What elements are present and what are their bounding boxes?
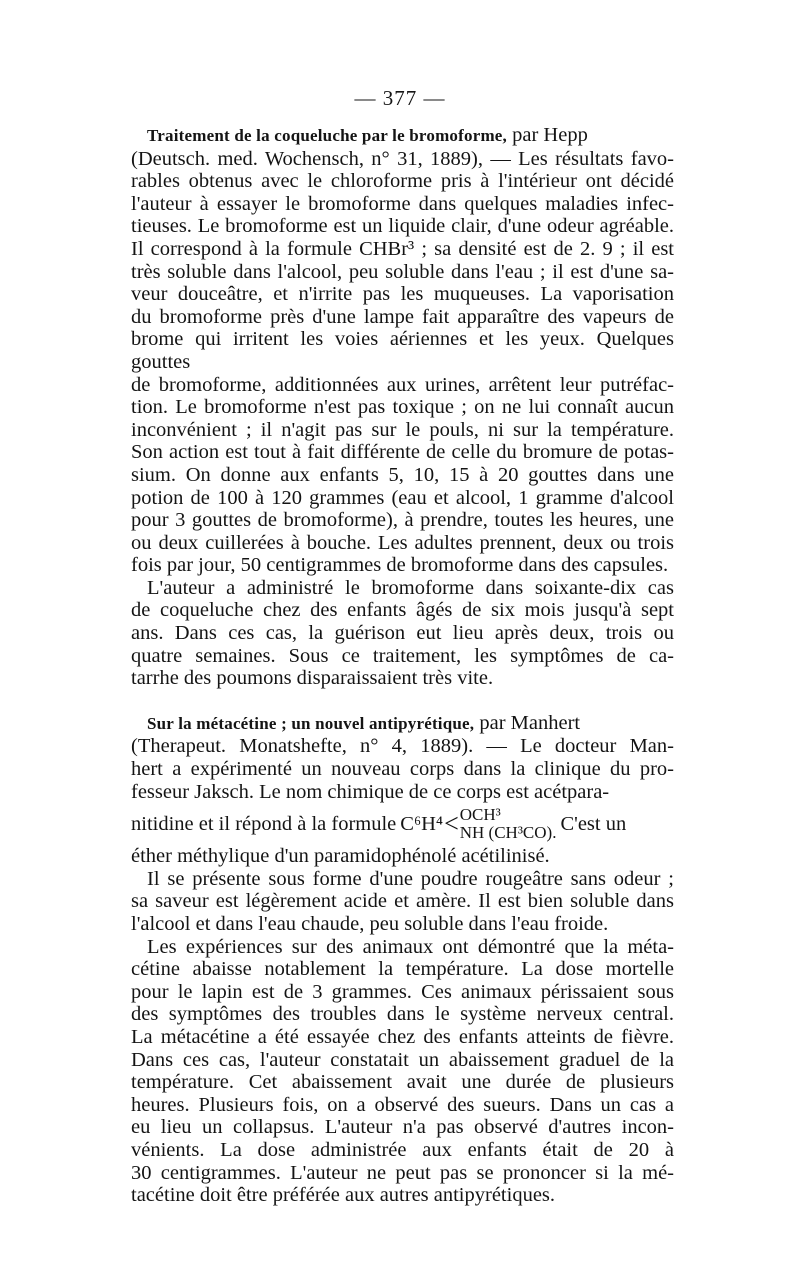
text-line: de coqueluche chez des enfants âgés de six mois jusqu'à sept xyxy=(131,599,674,622)
text-line: des symptômes des troubles dans le système nerveux central. xyxy=(131,1003,674,1026)
text-line: inconvénient ; il n'agit pas sur le pouls, ni sur la température. xyxy=(131,418,674,441)
text-line: Son action est tout à fait différente de celle du bromure de potas- xyxy=(131,441,674,464)
text-line: L'auteur a administré le bromoforme dans soixante-dix cas xyxy=(147,576,674,599)
text-line: brome qui irritent les voies aériennes et les yeux. Quelques gouttes xyxy=(131,328,674,373)
section2-paragraph-3 xyxy=(131,936,674,1207)
text-line: tieuses. Le bromoforme est un liquide clair, d'une odeur agréable. xyxy=(131,215,674,238)
formula-pre-text: nitidine et il répond à la formule xyxy=(131,812,397,835)
text-line: l'alcool et dans l'eau chaude, peu soluble dans l'eau froide. xyxy=(131,913,609,935)
text-line: veur douceâtre, et n'irrite pas les muqueuses. La vaporisation xyxy=(131,283,674,306)
section2-paragraph xyxy=(131,735,674,803)
text-line: de bromoforme, additionnées aux urines, arrêtent leur putréfac- xyxy=(131,373,674,396)
text-line: Il se présente sous forme d'une poudre rougeâtre sans odeur ; xyxy=(147,867,674,890)
section1-paragraph-2 xyxy=(131,577,674,690)
section1-heading-line xyxy=(131,124,674,148)
section-gap xyxy=(131,690,674,712)
text-line: La métacétine a été essayée chez des enfants atteints de fièvre. xyxy=(131,1025,674,1048)
text-line: température. Cet abaissement avait une durée de plusieurs xyxy=(131,1071,674,1094)
text-line: tacétine doit être préférée aux autres antipyrétiques. xyxy=(131,1184,556,1207)
section2-heading: Sur la métacétine ; un nouvel antipyrétique, xyxy=(147,713,475,733)
formula-branches xyxy=(460,806,557,842)
text-line: fois par jour, 50 centigrammes de bromoforme dans des capsules. xyxy=(131,554,669,577)
text-line: 30 centigrammes. L'auteur ne peut pas se prononcer si la mé- xyxy=(131,1161,674,1184)
text-line: tarrhe des poumons disparaissaient très vite. xyxy=(131,667,494,690)
formula-base: C⁶H⁴ xyxy=(400,812,444,835)
text-line: du bromoforme près d'une lampe fait apparaître des vapeurs de xyxy=(131,305,674,328)
text-line: quatre semaines. Sous ce traitement, les symptômes de ca- xyxy=(131,644,674,667)
body-text xyxy=(131,124,674,1207)
text-line: potion de 100 à 120 grammes (eau et alcool, 1 gramme d'alcool xyxy=(131,486,674,509)
text-line: Les expériences sur des animaux ont démontré que la méta- xyxy=(147,935,674,958)
formula-angle-bracket: < xyxy=(444,809,459,839)
text-line: pour 3 gouttes de bromoforme), à prendre, toutes les heures, une xyxy=(131,509,674,532)
section2-author: par Manhert xyxy=(474,711,581,734)
text-line: heures. Plusieurs fois, on a observé des sueurs. Dans un cas a xyxy=(131,1093,674,1116)
text-line: cétine abaisse notablement la température. La dose mortelle xyxy=(131,958,674,981)
section2-heading-line xyxy=(131,712,674,736)
text-line: (Deutsch. med. Wochensch, n° 31, 1889), — Les résultats favo- xyxy=(131,147,674,170)
text-line: pour le lapin est de 3 grammes. Ces animaux périssaient sous xyxy=(131,980,674,1003)
text-line: tion. Le bromoforme n'est pas toxique ; on ne lui connaît aucun xyxy=(131,396,674,419)
text-line: sium. On donne aux enfants 5, 10, 15 à 20 gouttes dans une xyxy=(131,463,674,486)
text-line: Dans ces cas, l'auteur constatait un abaissement graduel de la xyxy=(131,1048,674,1071)
text-line: l'auteur à essayer le bromoforme dans quelques maladies infec- xyxy=(131,192,674,215)
formula-bottom: NH (CH³CO). xyxy=(459,823,557,843)
section2-paragraph-cont xyxy=(131,845,674,868)
section2-paragraph-2 xyxy=(131,868,674,936)
text-line: ans. Dans ces cas, la guérison eut lieu après deux, trois ou xyxy=(131,622,674,645)
text-line: ou deux cuillerées à bouche. Les adultes prennent, deux ou trois xyxy=(131,531,674,554)
text-line: vénients. La dose administrée aux enfants était de 20 à xyxy=(131,1138,674,1161)
text-line: très soluble dans l'alcool, peu soluble dans l'eau ; il est d'une sa- xyxy=(131,260,674,283)
text-line: éther méthylique d'un paramidophénolé acétilinisé. xyxy=(131,845,550,868)
text-line: (Therapeut. Monatshefte, n° 4, 1889). — Le docteur Man- xyxy=(131,735,674,758)
formula-top: OCH³ xyxy=(459,805,501,825)
text-line: eu lieu un collapsus. L'auteur n'a pas observé d'autres incon- xyxy=(131,1116,674,1139)
formula-line xyxy=(131,803,674,845)
text-line: Il correspond à la formule CHBr³ ; sa densité est de 2. 9 ; il est xyxy=(131,237,674,260)
section1-heading: Traitement de la coqueluche par le bromoforme, xyxy=(147,126,507,145)
section1-paragraph xyxy=(131,148,674,577)
text-line: fesseur Jaksch. Le nom chimique de ce corps est acétpara- xyxy=(131,780,610,803)
formula-post-text: C'est un xyxy=(560,812,627,835)
text-line: hert a expérimenté un nouveau corps dans la clinique du pro- xyxy=(131,758,674,781)
text-line: sa saveur est légèrement acide et amère. Il est bien soluble dans xyxy=(131,890,674,913)
section1-author: par Hepp xyxy=(507,124,588,146)
chemical-formula xyxy=(400,806,556,842)
text-line: rables obtenus avec le chloroforme pris à l'intérieur ont décidé xyxy=(131,170,674,193)
page-number: — 377 — xyxy=(354,86,446,110)
